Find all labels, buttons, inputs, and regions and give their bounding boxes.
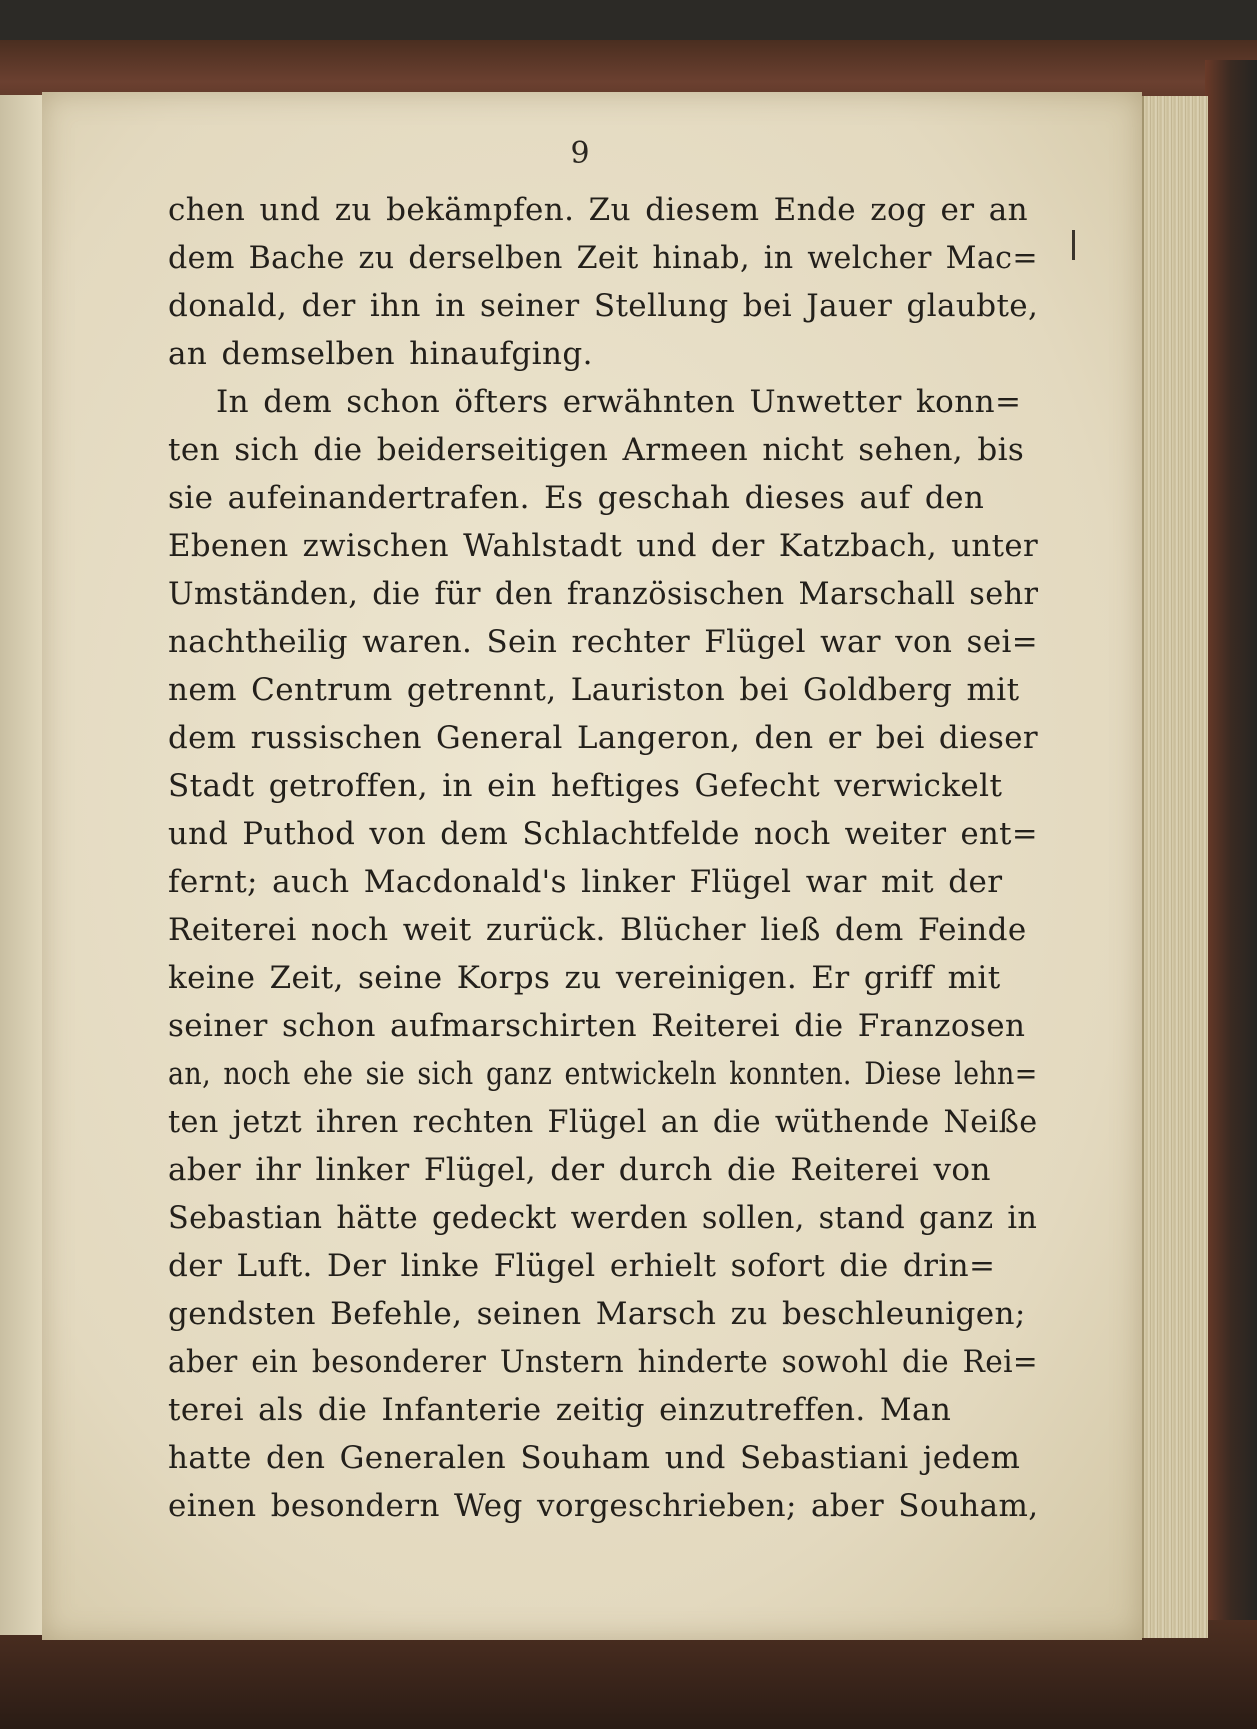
text-line: ten sich die beiderseitigen Armeen nicht sehen, bis — [168, 432, 1025, 468]
page-text — [168, 186, 1038, 1530]
text-line: an, noch ehe sie sich ganz entwickeln konnten. Diese lehn= — [168, 1056, 1038, 1092]
text-line: gendsten Befehle, seinen Marsch zu beschleunigen; — [168, 1296, 1026, 1332]
text-line: hatte den Generalen Souham und Sebastiani jedem — [168, 1440, 1021, 1476]
text-line: aber ihr linker Flügel, der durch die Reiterei von — [168, 1152, 991, 1188]
text-line: Umständen, die für den französischen Marschall sehr — [168, 576, 1039, 612]
text-line: nachtheilig waren. Sein rechter Flügel war von sei= — [168, 624, 1039, 660]
text-line: und Puthod von dem Schlachtfelde noch weiter ent= — [168, 816, 1038, 852]
text-line: einen besondern Weg vorgeschrieben; aber Souham, — [168, 1488, 1039, 1524]
text-line: Ebenen zwischen Wahlstadt und der Katzbach, unter — [168, 528, 1039, 564]
text-line: dem Bache zu derselben Zeit hinab, in welcher Mac= — [168, 240, 1039, 276]
text-line: sie aufeinandertrafen. Es geschah dieses auf den — [168, 480, 985, 516]
text-line: terei als die Infanterie zeitig einzutreffen. Man — [168, 1392, 952, 1428]
text-line: der Luft. Der linke Flügel erhielt sofort die drin= — [168, 1248, 996, 1284]
text-line: In dem schon öfters erwähnten Unwetter konn= — [216, 384, 1022, 420]
margin-mark — [1072, 230, 1075, 260]
text-line: fernt; auch Macdonald's linker Flügel war mit der — [168, 864, 1003, 900]
text-line: Sebastian hätte gedeckt werden sollen, stand ganz in — [168, 1200, 1038, 1236]
text-line: aber ein besonderer Unstern hinderte sowohl die Rei= — [168, 1344, 1039, 1380]
facing-page-edge — [0, 95, 44, 1635]
book-cover-right — [1205, 60, 1257, 1660]
text-line: Reiterei noch weit zurück. Blücher ließ dem Feinde — [168, 912, 1027, 948]
page-number: 9 — [570, 136, 590, 171]
text-line: dem russischen General Langeron, den er bei dieser — [168, 720, 1039, 756]
text-line: nem Centrum getrennt, Lauriston bei Goldberg mit — [168, 672, 1020, 708]
text-line: donald, der ihn in seiner Stellung bei Jauer glaubte, — [168, 288, 1039, 324]
text-line: chen und zu bekämpfen. Zu diesem Ende zog er an — [168, 192, 1029, 228]
text-line: ten jetzt ihren rechten Flügel an die wüthende Neiße — [168, 1104, 1038, 1140]
text-line: seiner schon aufmarschirten Reiterei die Franzosen — [168, 1008, 1026, 1044]
text-line: Stadt getroffen, in ein heftiges Gefecht verwickelt — [168, 768, 1003, 804]
text-line: keine Zeit, seine Korps zu vereinigen. Er griff mit — [168, 960, 1001, 996]
text-line: an demselben hinaufging. — [168, 336, 593, 372]
page-stack-edges — [1142, 96, 1208, 1638]
